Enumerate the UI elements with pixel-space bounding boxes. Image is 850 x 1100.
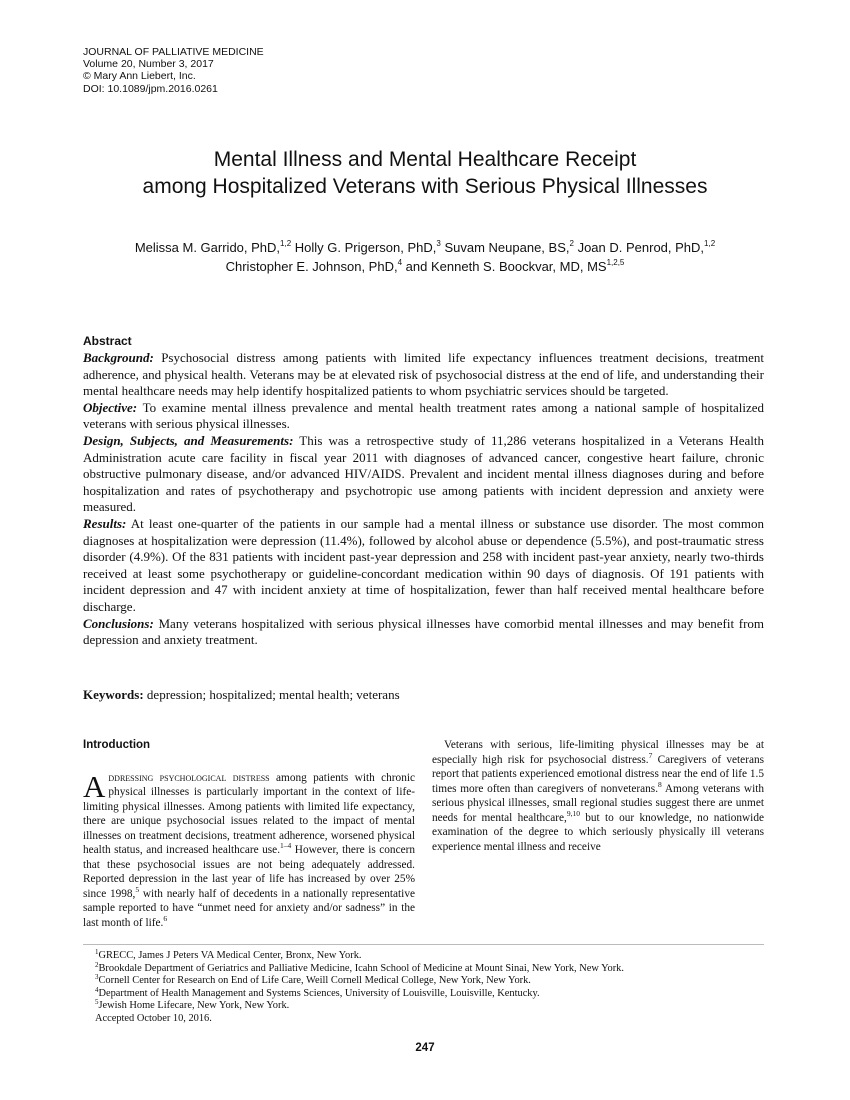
author-affiliation: 3 xyxy=(436,239,441,248)
paragraph-text: Veterans with serious, life-limiting physical illnesses may be at especially high risk for psychosocial distress. xyxy=(432,739,764,766)
author-list xyxy=(0,238,850,276)
author-line-2 xyxy=(0,257,850,276)
footnote-number: 5 xyxy=(95,998,99,1007)
abstract-text: Psychosocial distress among patients with limited life expectancy influences treatment decisions, treatment adherence, and physical health. Veterans may be at elevated risk of psychosocial distress at the end of life, and understanding their mental healthcare needs may help identify hospitalized patients to whom psychiatric services should be targeted. xyxy=(83,350,765,399)
abstract-design xyxy=(83,433,764,516)
footnote-number: 1 xyxy=(95,948,99,956)
author-name: Kenneth S. Boockvar, MD, MS xyxy=(431,259,607,274)
paragraph-text: However, there is concern that these psychosocial issues are not being adequately addressed. Reported depression in the last year of life has increased by over 25% since 1998, xyxy=(83,844,416,900)
paragraph-text: with nearly half of decedents in a nationally representative sample reported to have “unmet need for anxiety and/or sadness” in the last month of life. xyxy=(83,887,415,929)
abstract-label: Objective: xyxy=(83,399,138,415)
accepted-date: Accepted October 10, 2016. xyxy=(95,1012,212,1024)
drop-cap: A xyxy=(83,768,106,804)
journal-name: JOURNAL OF PALLIATIVE MEDICINE xyxy=(83,46,264,58)
citation-ref[interactable]: 1–4 xyxy=(280,841,292,850)
intro-paragraph-2 xyxy=(432,738,764,854)
author-affiliation: 4 xyxy=(397,258,403,267)
keywords xyxy=(83,687,400,703)
intro-paragraph-1 xyxy=(83,768,416,931)
author-affiliation: 2 xyxy=(569,239,574,248)
smallcaps-lead: ddressing psychological distress xyxy=(108,771,270,784)
title-line-2: among Hospitalized Veterans with Serious Physical Illnesses xyxy=(142,175,708,198)
paragraph-text: Among veterans with serious physical illnesses, small regional studies suggest there are unmet needs for mental healthcare, xyxy=(432,782,764,824)
abstract-label: Results: xyxy=(83,515,127,531)
footnote xyxy=(95,1000,624,1013)
author-affiliation: 1,2,5 xyxy=(606,258,625,267)
footnote xyxy=(95,950,624,963)
keywords-label: Keywords: xyxy=(83,687,144,702)
intro-column-left xyxy=(83,738,415,930)
abstract-results xyxy=(83,516,764,616)
page-number: 247 xyxy=(415,1042,435,1054)
footnote-number: 3 xyxy=(95,973,99,982)
footnote-text: GRECC, James J Peters VA Medical Center, Bronx, New York. xyxy=(98,950,362,961)
author-name: Melissa M. Garrido, PhD, xyxy=(134,240,281,255)
journal-doi[interactable]: DOI: 10.1089/jpm.2016.0261 xyxy=(83,82,218,95)
author-affiliation: 1,2 xyxy=(280,239,292,248)
citation-ref[interactable]: 5 xyxy=(135,884,140,894)
abstract-background xyxy=(83,350,764,400)
footnote-text: Department of Health Management and Systems Sciences, University of Louisville, Louisville, Kentucky. xyxy=(98,987,540,999)
abstract-label: Design, Subjects, and Measurements: xyxy=(83,432,294,448)
paragraph-text: among patients with chronic physical illnesses is particularly important in the context of life-limiting physical illnesses. Among patients with limited life expectancy, there are unique psychosocial issues related to the impact of mental illnesses on treatment decisions, treatment adherence, worsened physical health status, and increased healthcare use. xyxy=(83,771,415,856)
keywords-text: depression; hospitalized; mental health; veterans xyxy=(146,687,400,702)
abstract-conclusions xyxy=(83,616,764,649)
footnote-number: 2 xyxy=(95,960,99,969)
citation-ref[interactable]: 8 xyxy=(658,779,662,789)
footnote-divider xyxy=(83,944,764,945)
footnotes xyxy=(95,950,624,1026)
author-name: Joan D. Penrod, PhD, xyxy=(577,240,705,255)
abstract-heading: Abstract xyxy=(83,334,132,348)
abstract-text: To examine mental illness prevalence and mental health treatment rates among a national sample of hospitalized veterans with serious physical illnesses. xyxy=(83,399,764,432)
journal-volume: Volume 20, Number 3, 2017 xyxy=(83,58,214,71)
citation-ref[interactable]: 9,10 xyxy=(566,808,580,818)
journal-copyright: © Mary Ann Liebert, Inc. xyxy=(83,70,196,83)
author-connector: and xyxy=(405,259,428,274)
intro-column-right xyxy=(432,738,764,854)
abstract-label: Conclusions: xyxy=(83,615,154,631)
journal-header xyxy=(83,46,264,95)
abstract-text: At least one-quarter of the patients in our sample had a mental illness or substance use disorder. The most common diagnoses at hospitalization were depression (11.4%), followed by alcohol abuse or dependence (5.5%), and post-traumatic stress disorder (4.9%). Of the 831 patients with incident past-year depression and 258 with incident past-year anxiety, nearly two-thirds received at least some psychotherapy or guideline-concordant medication within 90 days of diagnosis. Of 191 patients with incident depression and 47 with incident anxiety at time of hospitalization, fewer than half received mental healthcare before discharge. xyxy=(83,515,764,614)
paragraph-text: Caregivers of veterans report that patients experienced emotional distress near the end of life 1.5 times more often than caregivers of nonveterans. xyxy=(432,753,765,795)
paragraph-text: but to our knowledge, no nationwide examination of the degree to which seriously physically ill veterans experience mental illness and receive xyxy=(432,811,764,853)
author-name: Suvam Neupane, BS, xyxy=(444,240,570,255)
abstract-body xyxy=(83,350,764,649)
abstract-text: Many veterans hospitalized with serious physical illnesses have comorbid mental illnesses and may benefit from depression and anxiety treatment. xyxy=(83,615,765,648)
abstract-objective xyxy=(83,400,764,433)
author-name: Christopher E. Johnson, PhD, xyxy=(225,259,398,274)
footnote xyxy=(95,975,624,988)
introduction-heading: Introduction xyxy=(83,739,151,751)
footnote-number: 4 xyxy=(95,985,99,994)
footnote-text: Jewish Home Lifecare, New York, New York. xyxy=(98,1000,290,1012)
article-title xyxy=(0,146,850,200)
author-affiliation: 1,2 xyxy=(704,239,716,248)
citation-ref[interactable]: 6 xyxy=(163,913,168,923)
footnote-text: Brookdale Department of Geriatrics and Palliative Medicine, Icahn School of Medicine at Mount Sinai, New York, New York. xyxy=(98,962,624,974)
footnote xyxy=(95,960,624,976)
author-line-1 xyxy=(0,238,850,257)
citation-ref[interactable]: 7 xyxy=(648,750,653,760)
footnote-text: Cornell Center for Research on End of Life Care, Weill Cornell Medical College, New York, New York. xyxy=(98,975,531,987)
title-line-1: Mental Illness and Mental Healthcare Receipt xyxy=(213,148,637,171)
footnote xyxy=(95,985,624,1001)
abstract-text: This was a retrospective study of 11,286 veterans hospitalized in a Veterans Health Administration acute care facility in fiscal year 2011 with diagnoses of advanced cancer, congestive heart failure, chronic obstructive pulmonary disease, and/or advanced HIV/AIDS. Prevalent and incident mental illness diagnoses during and before hospitalization and rates of psychotherapy and psychotropic use among patients with incident depression and anxiety were measured. xyxy=(83,432,765,515)
abstract-label: Background: xyxy=(83,350,154,365)
author-name: Holly G. Prigerson, PhD, xyxy=(294,240,437,255)
